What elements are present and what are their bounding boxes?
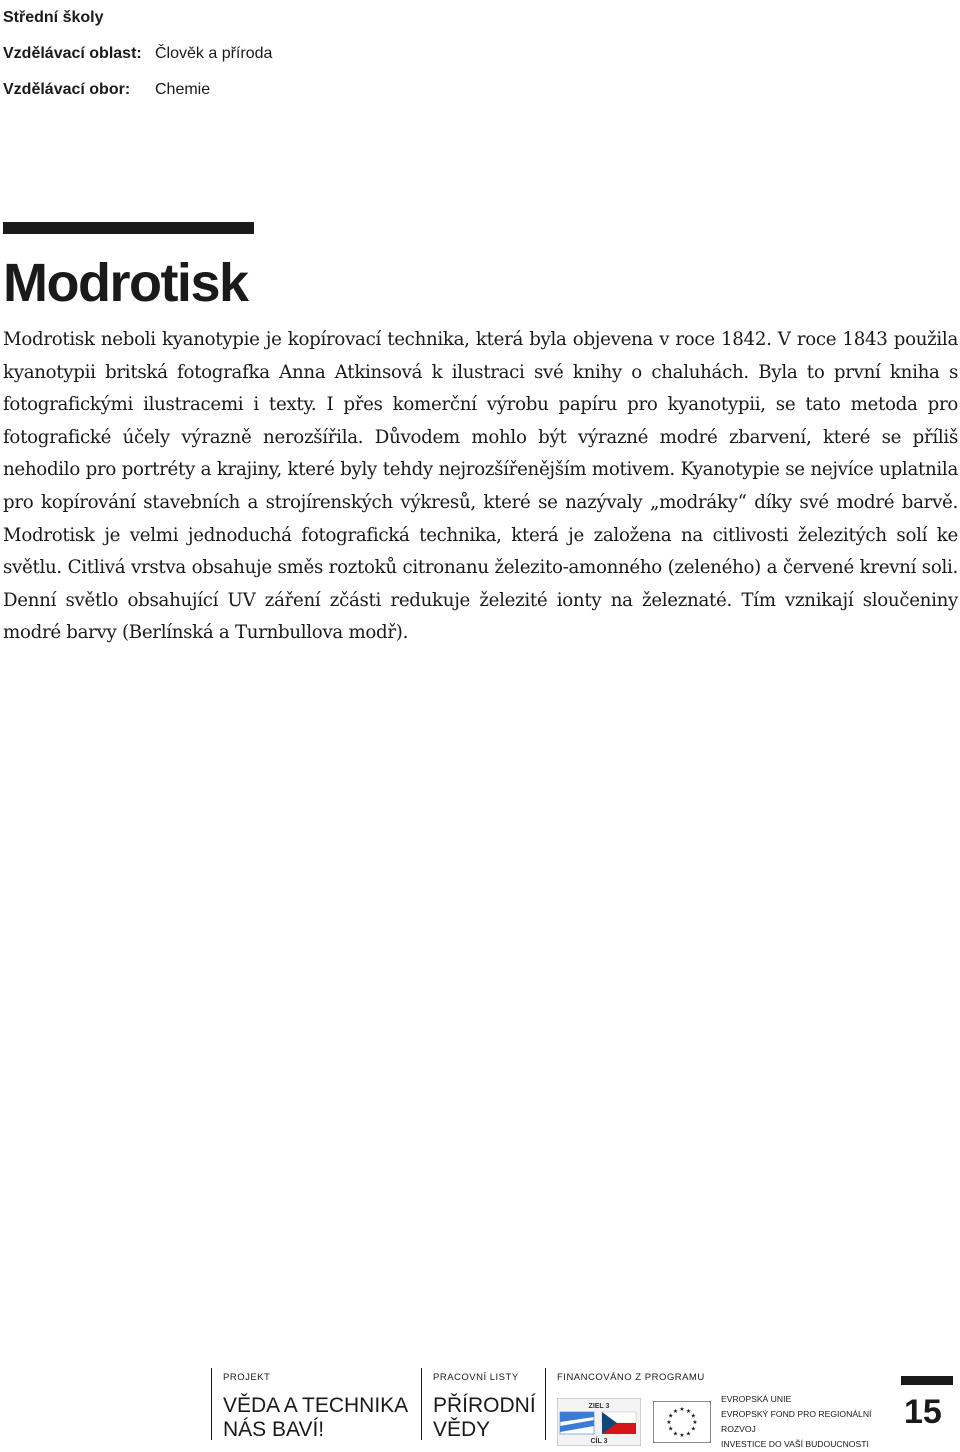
field-value: Chemie bbox=[155, 81, 211, 98]
worksheets-line1: PŘÍRODNÍ bbox=[433, 1394, 536, 1417]
eu-star-icon: ★ bbox=[692, 1419, 698, 1427]
eu-star-icon: ★ bbox=[672, 1407, 679, 1415]
eu-line2: EVROPSKÝ FOND PRO REGIONÁLNÍ ROZVOJ bbox=[721, 1409, 872, 1434]
eu-star-icon: ★ bbox=[685, 1430, 692, 1438]
school-level: Střední školy bbox=[3, 9, 104, 26]
page-number-rule bbox=[901, 1376, 953, 1385]
eu-line3: INVESTICE DO VAŠÍ BUDOUCNOSTI bbox=[721, 1439, 869, 1449]
page-title: Modrotisk bbox=[3, 253, 248, 313]
footer bbox=[0, 1364, 960, 1449]
title-rule bbox=[3, 222, 254, 234]
eu-line1: EVROPSKÁ UNIE bbox=[721, 1394, 792, 1404]
page-number: 15 bbox=[904, 1393, 942, 1431]
footer-funding bbox=[545, 1368, 897, 1449]
document-metadata bbox=[3, 0, 272, 108]
eu-star-icon: ★ bbox=[668, 1425, 674, 1433]
ziel3-logo bbox=[557, 1398, 641, 1446]
ziel3-text: ZIEL 3 bbox=[588, 1403, 610, 1410]
footer-project bbox=[211, 1368, 413, 1440]
eu-star-icon: ★ bbox=[672, 1430, 679, 1438]
eu-star-icon: ★ bbox=[679, 1432, 685, 1440]
field-label: Vzdělávací obor: bbox=[3, 81, 131, 98]
project-name-line1: VĚDA A TECHNIKA bbox=[223, 1394, 409, 1417]
worksheets-line2: VĚDY bbox=[433, 1418, 491, 1441]
cil3-text: CÍL 3 bbox=[590, 1438, 608, 1445]
funding-label: FINANCOVÁNO Z PROGRAMU bbox=[557, 1372, 705, 1383]
ziel3-logo-graphic bbox=[557, 1398, 641, 1446]
eu-star-icon: ★ bbox=[666, 1419, 672, 1427]
project-label: PROJEKT bbox=[223, 1372, 271, 1383]
eu-text bbox=[721, 1392, 897, 1452]
eu-star-icon: ★ bbox=[668, 1412, 674, 1420]
eu-star-icon: ★ bbox=[690, 1412, 696, 1420]
eu-flag-icon bbox=[653, 1401, 711, 1443]
eu-star-icon: ★ bbox=[685, 1407, 692, 1415]
article-body: Modrotisk neboli kyanotypie je kopírovací technika, která byla objevena v roce 1842. V roce 1843 použila kyanotypii britská fotografka Anna Atkinsová k ilustraci své knihy o chaluhách. Byla to první kniha s fotografickými ilustracemi i texty. I přes komerční výrobu papíru pro kyanotypii, se tato metoda pro fotografické účely výrazně nerozšířila. Důvodem mohlo být výrazné modré zbarvení, které se příliš nehodilo pro portréty a krajiny, které byly tehdy nejrozšířenějším motivem. Kyanotypie se nejvíce uplatnila pro kopírování stavebních a strojírenských výkresů, které se nazývaly „modráky“ díky své modré barvě. Modrotisk je velmi jednoduchá fotografická technika, která je založena na citlivosti železitých solí ke světlu. Citlivá vrstva obsahuje směs roztoků citronanu železito-amonného (zeleného) a červené krevní soli. Denní světlo obsahující UV záření zčásti redukuje železité ionty na železnaté. Tím vznikají sloučeniny modré barvy (Berlínská a Turnbullova modř). bbox=[3, 329, 958, 644]
area-label: Vzdělávací oblast: bbox=[3, 45, 142, 62]
eu-star-icon: ★ bbox=[690, 1425, 696, 1433]
footer-worksheets bbox=[421, 1368, 536, 1441]
eu-star-icon: ★ bbox=[679, 1406, 685, 1414]
worksheets-label: PRACOVNÍ LISTY bbox=[433, 1372, 519, 1383]
project-name-line2: NÁS BAVÍ! bbox=[223, 1418, 325, 1441]
eu-flag-graphic bbox=[653, 1401, 711, 1443]
area-value: Člověk a příroda bbox=[155, 45, 273, 62]
